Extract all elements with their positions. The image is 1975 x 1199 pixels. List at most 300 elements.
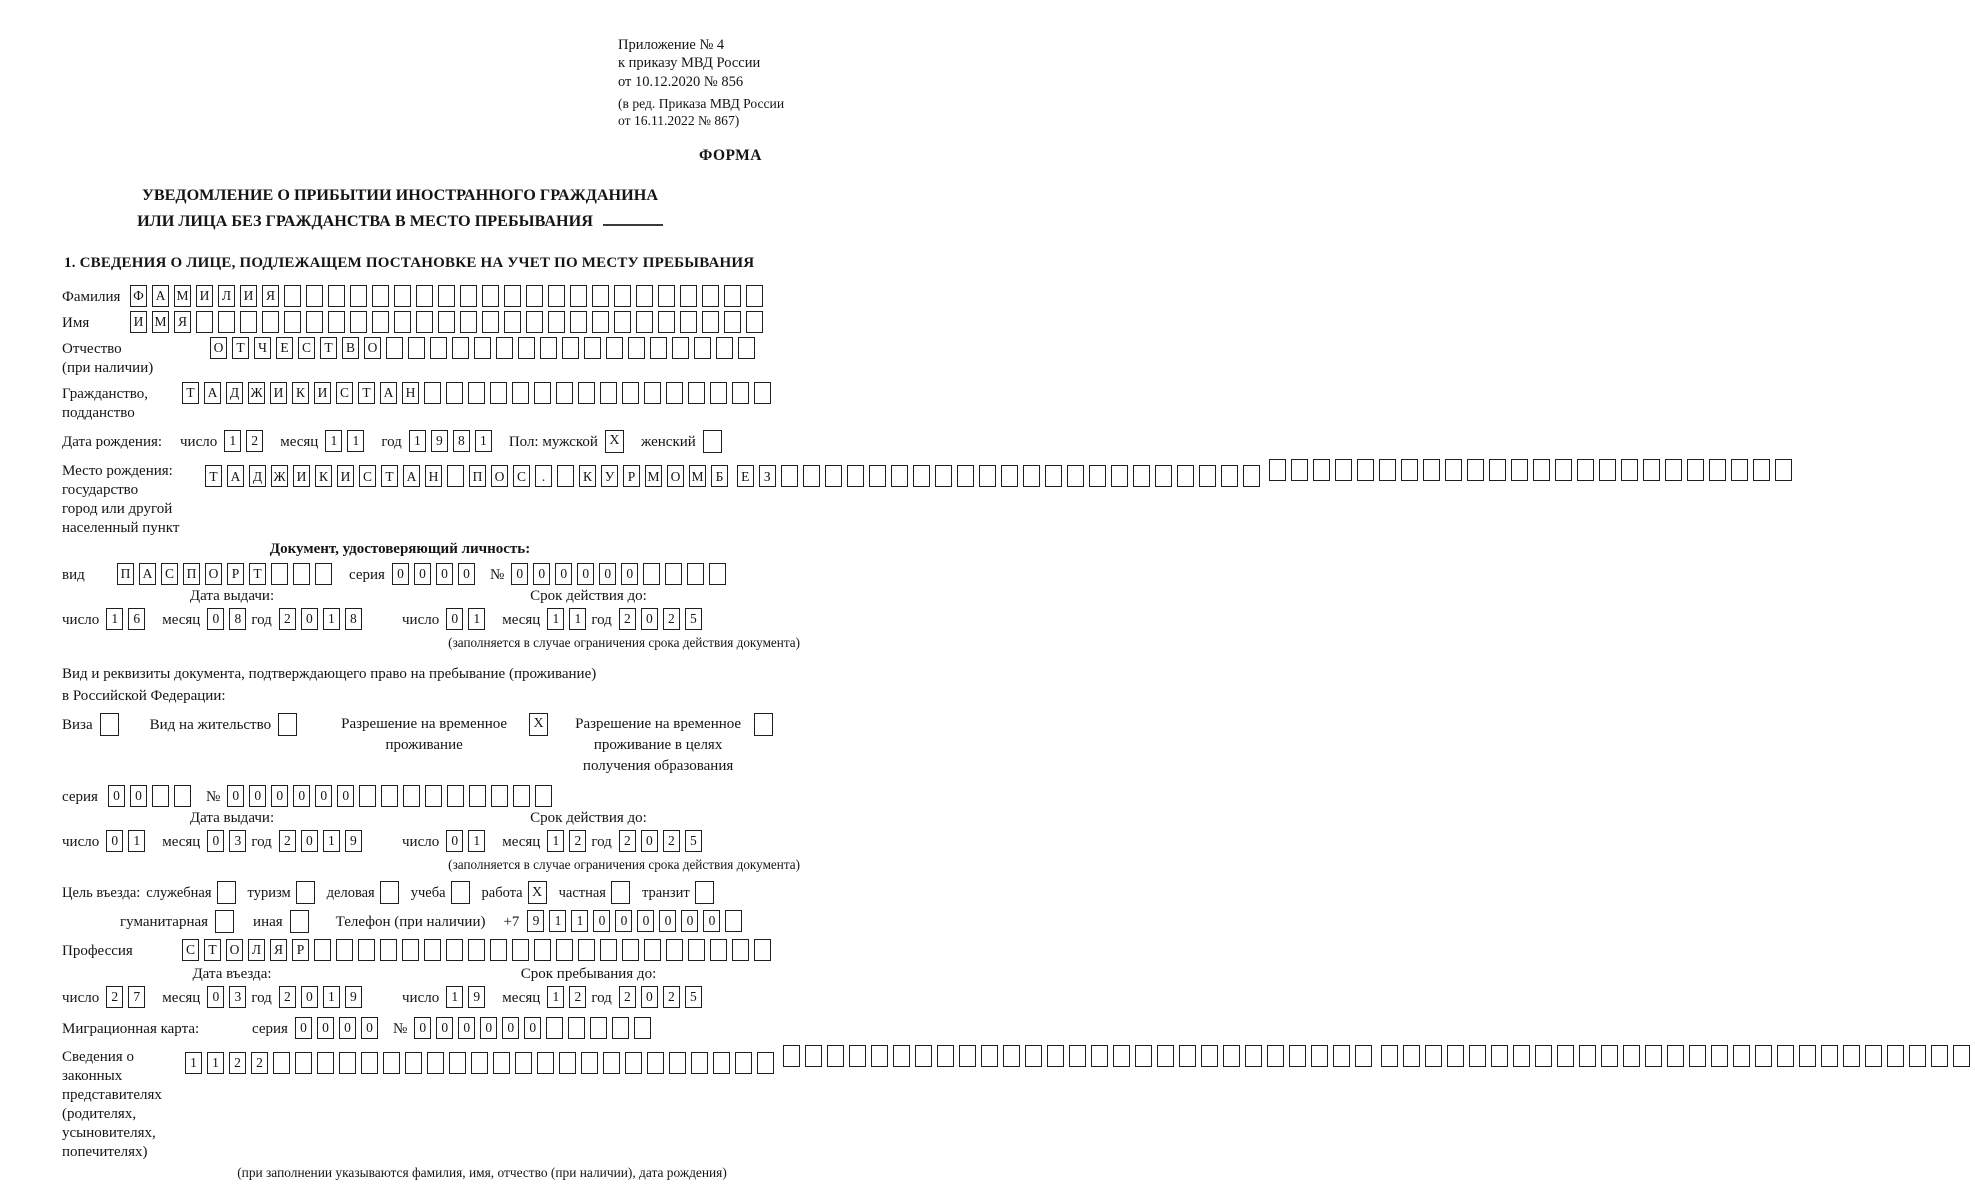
form-cell[interactable]: О [491,465,508,487]
checkbox-purpose-business[interactable] [380,881,399,904]
form-cell[interactable] [1355,1045,1372,1067]
form-cell[interactable]: 9 [431,430,448,452]
form-cell[interactable]: Л [248,939,265,961]
form-cell[interactable] [713,1052,730,1074]
form-cell[interactable] [271,563,288,585]
form-cell[interactable]: 1 [468,830,485,852]
form-cell[interactable]: 1 [106,608,123,630]
form-cell[interactable]: Я [174,311,191,333]
form-cell[interactable] [430,337,447,359]
form-cell[interactable] [1289,1045,1306,1067]
form-cell[interactable] [336,939,353,961]
form-cell[interactable]: 0 [315,785,332,807]
form-cell[interactable]: 1 [224,430,241,452]
form-cell[interactable]: 1 [569,608,586,630]
form-cell[interactable]: 0 [703,910,720,932]
form-cell[interactable] [496,337,513,359]
form-cell[interactable] [1909,1045,1926,1067]
form-cell[interactable] [408,337,425,359]
form-cell[interactable] [1577,459,1594,481]
form-cell[interactable] [913,465,930,487]
form-cell[interactable] [196,311,213,333]
form-cell[interactable] [647,1052,664,1074]
form-cell[interactable] [680,311,697,333]
form-cell[interactable] [1555,459,1572,481]
form-cell[interactable]: 2 [663,608,680,630]
form-cell[interactable] [1667,1045,1684,1067]
form-cell[interactable] [328,311,345,333]
form-cell[interactable]: Н [425,465,442,487]
form-cell[interactable] [513,785,530,807]
form-cell[interactable] [1665,459,1682,481]
form-cell[interactable] [709,563,726,585]
form-cell[interactable]: К [315,465,332,487]
form-cell[interactable]: 1 [323,830,340,852]
form-cell[interactable] [416,285,433,307]
form-cell[interactable] [1269,459,1286,481]
form-cell[interactable] [688,939,705,961]
form-cell[interactable] [559,1052,576,1074]
form-cell[interactable]: 1 [128,830,145,852]
form-cell[interactable] [634,1017,651,1039]
form-cell[interactable] [783,1045,800,1067]
form-cell[interactable] [1445,459,1462,481]
form-cell[interactable]: . [535,465,552,487]
form-cell[interactable]: Т [205,465,222,487]
form-cell[interactable]: 0 [207,608,224,630]
form-cell[interactable]: 2 [569,986,586,1008]
checkbox-male[interactable]: X [605,430,624,453]
form-cell[interactable] [427,1052,444,1074]
form-cell[interactable]: 0 [621,563,638,585]
form-cell[interactable] [394,285,411,307]
checkbox-visa[interactable] [100,713,119,736]
form-cell[interactable] [468,939,485,961]
form-cell[interactable] [1887,1045,1904,1067]
form-cell[interactable] [603,1052,620,1074]
form-cell[interactable] [293,563,310,585]
form-cell[interactable]: Я [262,285,279,307]
form-cell[interactable] [578,382,595,404]
form-cell[interactable]: 0 [392,563,409,585]
form-cell[interactable]: С [182,939,199,961]
form-cell[interactable]: 0 [599,563,616,585]
form-cell[interactable] [1177,465,1194,487]
form-cell[interactable] [556,939,573,961]
form-cell[interactable] [981,1045,998,1067]
form-cell[interactable]: 0 [446,830,463,852]
form-cell[interactable] [614,285,631,307]
form-cell[interactable]: 1 [323,608,340,630]
form-cell[interactable] [959,1045,976,1067]
form-cell[interactable] [1753,459,1770,481]
form-cell[interactable] [1045,465,1062,487]
form-cell[interactable] [1489,459,1506,481]
form-cell[interactable]: 1 [446,986,463,1008]
form-cell[interactable]: 2 [663,830,680,852]
form-cell[interactable] [871,1045,888,1067]
form-cell[interactable]: 1 [571,910,588,932]
form-cell[interactable] [1003,1045,1020,1067]
form-cell[interactable] [1313,459,1330,481]
form-cell[interactable]: И [337,465,354,487]
form-cell[interactable]: 0 [637,910,654,932]
form-cell[interactable] [1491,1045,1508,1067]
form-cell[interactable] [735,1052,752,1074]
form-cell[interactable] [746,311,763,333]
form-cell[interactable] [1089,465,1106,487]
form-cell[interactable] [732,939,749,961]
form-cell[interactable] [724,285,741,307]
form-cell[interactable] [891,465,908,487]
form-cell[interactable]: Е [276,337,293,359]
form-cell[interactable] [738,337,755,359]
form-cell[interactable] [628,337,645,359]
form-cell[interactable] [1069,1045,1086,1067]
form-cell[interactable] [732,382,749,404]
form-cell[interactable] [805,1045,822,1067]
form-cell[interactable] [402,939,419,961]
checkbox-purpose-private[interactable] [611,881,630,904]
form-cell[interactable] [218,311,235,333]
form-cell[interactable]: С [336,382,353,404]
checkbox-female[interactable] [703,430,722,453]
form-cell[interactable] [534,939,551,961]
form-cell[interactable] [937,1045,954,1067]
form-cell[interactable] [1201,1045,1218,1067]
form-cell[interactable] [315,563,332,585]
checkbox-residence-permit[interactable] [278,713,297,736]
form-cell[interactable] [935,465,952,487]
form-cell[interactable]: 2 [619,830,636,852]
form-cell[interactable]: 0 [577,563,594,585]
form-cell[interactable] [284,311,301,333]
form-cell[interactable] [570,285,587,307]
form-cell[interactable] [548,311,565,333]
form-cell[interactable] [314,939,331,961]
form-cell[interactable]: О [364,337,381,359]
form-cell[interactable]: 0 [108,785,125,807]
form-cell[interactable] [1113,1045,1130,1067]
form-cell[interactable] [710,382,727,404]
form-cell[interactable]: 2 [229,1052,246,1074]
form-cell[interactable]: П [469,465,486,487]
form-cell[interactable] [622,939,639,961]
form-cell[interactable] [570,311,587,333]
form-cell[interactable] [1709,459,1726,481]
form-cell[interactable]: 5 [685,608,702,630]
form-cell[interactable] [1579,1045,1596,1067]
form-cell[interactable] [1601,1045,1618,1067]
form-cell[interactable] [666,382,683,404]
form-cell[interactable] [672,337,689,359]
form-cell[interactable] [1467,459,1484,481]
form-cell[interactable] [1155,465,1172,487]
form-cell[interactable] [644,382,661,404]
form-cell[interactable]: 1 [547,608,564,630]
form-cell[interactable] [636,311,653,333]
form-cell[interactable]: 0 [593,910,610,932]
form-cell[interactable]: У [601,465,618,487]
form-cell[interactable] [1091,1045,1108,1067]
form-cell[interactable] [491,785,508,807]
form-cell[interactable]: 0 [337,785,354,807]
form-cell[interactable] [416,311,433,333]
form-cell[interactable] [1357,459,1374,481]
form-cell[interactable]: 0 [511,563,528,585]
form-cell[interactable]: М [174,285,191,307]
form-cell[interactable] [1221,465,1238,487]
form-cell[interactable] [849,1045,866,1067]
form-cell[interactable] [447,785,464,807]
form-cell[interactable] [979,465,996,487]
form-cell[interactable] [526,285,543,307]
form-cell[interactable]: 9 [527,910,544,932]
form-cell[interactable] [1425,1045,1442,1067]
form-cell[interactable] [515,1052,532,1074]
form-cell[interactable] [1799,1045,1816,1067]
form-cell[interactable]: 2 [619,986,636,1008]
form-cell[interactable]: 9 [345,986,362,1008]
form-cell[interactable] [725,910,742,932]
form-cell[interactable]: О [226,939,243,961]
form-cell[interactable]: 1 [325,430,342,452]
form-cell[interactable]: 0 [641,608,658,630]
form-cell[interactable] [592,311,609,333]
form-cell[interactable]: 1 [547,986,564,1008]
form-cell[interactable] [1645,1045,1662,1067]
form-cell[interactable] [1379,459,1396,481]
form-cell[interactable] [386,337,403,359]
form-cell[interactable]: 0 [414,563,431,585]
form-cell[interactable]: 0 [207,830,224,852]
form-cell[interactable] [1243,465,1260,487]
form-cell[interactable] [284,285,301,307]
form-cell[interactable]: Ч [254,337,271,359]
form-cell[interactable] [449,1052,466,1074]
form-cell[interactable] [687,563,704,585]
form-cell[interactable] [1643,459,1660,481]
form-cell[interactable]: Н [402,382,419,404]
form-cell[interactable] [724,311,741,333]
form-cell[interactable] [1423,459,1440,481]
form-cell[interactable]: 0 [293,785,310,807]
form-cell[interactable] [1245,1045,1262,1067]
form-cell[interactable] [394,311,411,333]
form-cell[interactable] [710,939,727,961]
form-cell[interactable] [746,285,763,307]
form-cell[interactable] [306,311,323,333]
form-cell[interactable] [447,465,464,487]
form-cell[interactable]: И [240,285,257,307]
form-cell[interactable] [702,285,719,307]
form-cell[interactable] [557,465,574,487]
form-cell[interactable]: М [645,465,662,487]
form-cell[interactable]: 0 [301,830,318,852]
form-cell[interactable]: 3 [229,986,246,1008]
form-cell[interactable]: 2 [279,986,296,1008]
form-cell[interactable]: 0 [555,563,572,585]
form-cell[interactable]: О [667,465,684,487]
form-cell[interactable]: 0 [271,785,288,807]
form-cell[interactable]: 0 [361,1017,378,1039]
form-cell[interactable]: 0 [301,608,318,630]
form-cell[interactable]: Р [623,465,640,487]
form-cell[interactable]: Д [226,382,243,404]
form-cell[interactable] [1621,459,1638,481]
form-cell[interactable] [1223,1045,1240,1067]
form-cell[interactable]: 0 [446,608,463,630]
form-cell[interactable] [1381,1045,1398,1067]
form-cell[interactable]: 1 [549,910,566,932]
form-cell[interactable] [847,465,864,487]
form-cell[interactable] [295,1052,312,1074]
form-cell[interactable] [383,1052,400,1074]
form-cell[interactable]: 2 [569,830,586,852]
form-cell[interactable]: 0 [615,910,632,932]
form-cell[interactable]: 1 [347,430,364,452]
form-cell[interactable] [584,337,601,359]
form-cell[interactable]: 9 [468,986,485,1008]
form-cell[interactable]: А [204,382,221,404]
form-cell[interactable]: 0 [458,563,475,585]
form-cell[interactable]: Т [232,337,249,359]
form-cell[interactable]: К [579,465,596,487]
form-cell[interactable] [1821,1045,1838,1067]
form-cell[interactable]: И [293,465,310,487]
form-cell[interactable]: А [380,382,397,404]
form-cell[interactable] [526,311,543,333]
form-cell[interactable]: Д [249,465,266,487]
form-cell[interactable]: 8 [345,608,362,630]
form-cell[interactable]: А [139,563,156,585]
form-cell[interactable]: 8 [453,430,470,452]
checkbox-purpose-work[interactable]: X [528,881,547,904]
form-cell[interactable] [460,311,477,333]
form-cell[interactable]: А [152,285,169,307]
form-cell[interactable]: Ж [248,382,265,404]
form-cell[interactable]: М [152,311,169,333]
form-cell[interactable] [438,285,455,307]
form-cell[interactable] [581,1052,598,1074]
form-cell[interactable] [1267,1045,1284,1067]
form-cell[interactable]: 0 [317,1017,334,1039]
form-cell[interactable]: 0 [436,1017,453,1039]
form-cell[interactable]: 0 [249,785,266,807]
form-cell[interactable]: Р [227,563,244,585]
form-cell[interactable] [658,311,675,333]
form-cell[interactable]: 2 [279,608,296,630]
form-cell[interactable] [644,939,661,961]
form-cell[interactable]: Р [292,939,309,961]
form-cell[interactable] [273,1052,290,1074]
form-cell[interactable] [1001,465,1018,487]
form-cell[interactable] [643,563,660,585]
form-cell[interactable] [512,382,529,404]
form-cell[interactable]: 1 [547,830,564,852]
form-cell[interactable]: 0 [659,910,676,932]
form-cell[interactable] [1179,1045,1196,1067]
form-cell[interactable]: А [403,465,420,487]
form-cell[interactable]: Т [358,382,375,404]
form-cell[interactable] [658,285,675,307]
form-cell[interactable]: 9 [345,830,362,852]
form-cell[interactable] [578,939,595,961]
form-cell[interactable] [1311,1045,1328,1067]
form-cell[interactable] [1731,459,1748,481]
form-cell[interactable] [1025,1045,1042,1067]
form-cell[interactable] [1733,1045,1750,1067]
checkbox-purpose-tourism[interactable] [296,881,315,904]
form-cell[interactable] [1291,459,1308,481]
form-cell[interactable]: 0 [480,1017,497,1039]
form-cell[interactable] [504,311,521,333]
form-cell[interactable]: 0 [436,563,453,585]
form-cell[interactable] [438,311,455,333]
form-cell[interactable] [1535,1045,1552,1067]
form-cell[interactable] [562,337,579,359]
form-cell[interactable]: О [210,337,227,359]
form-cell[interactable] [669,1052,686,1074]
form-cell[interactable] [537,1052,554,1074]
form-cell[interactable]: 0 [414,1017,431,1039]
form-cell[interactable] [372,285,389,307]
form-cell[interactable]: С [359,465,376,487]
form-cell[interactable] [702,311,719,333]
form-cell[interactable]: 5 [685,986,702,1008]
form-cell[interactable] [625,1052,642,1074]
form-cell[interactable]: 0 [502,1017,519,1039]
form-cell[interactable] [403,785,420,807]
form-cell[interactable] [1513,1045,1530,1067]
form-cell[interactable] [556,382,573,404]
form-cell[interactable]: Т [320,337,337,359]
form-cell[interactable] [424,939,441,961]
form-cell[interactable] [1843,1045,1860,1067]
form-cell[interactable] [328,285,345,307]
form-cell[interactable] [446,939,463,961]
form-cell[interactable] [1111,465,1128,487]
form-cell[interactable]: 2 [106,986,123,1008]
form-cell[interactable] [1333,1045,1350,1067]
checkbox-temp-residence-education[interactable] [754,713,773,736]
form-cell[interactable] [262,311,279,333]
form-cell[interactable] [1133,465,1150,487]
form-cell[interactable] [1511,459,1528,481]
form-cell[interactable] [152,785,169,807]
form-cell[interactable] [915,1045,932,1067]
form-cell[interactable]: И [130,311,147,333]
form-cell[interactable] [612,1017,629,1039]
checkbox-purpose-transit[interactable] [695,881,714,904]
form-cell[interactable] [1953,1045,1970,1067]
form-cell[interactable] [518,337,535,359]
form-cell[interactable] [306,285,323,307]
form-cell[interactable] [540,337,557,359]
form-cell[interactable]: 0 [301,986,318,1008]
form-cell[interactable] [534,382,551,404]
form-cell[interactable] [600,382,617,404]
form-cell[interactable] [460,285,477,307]
form-cell[interactable]: И [314,382,331,404]
form-cell[interactable] [358,939,375,961]
form-cell[interactable]: 0 [106,830,123,852]
form-cell[interactable]: 8 [229,608,246,630]
form-cell[interactable]: С [513,465,530,487]
form-cell[interactable] [781,465,798,487]
form-cell[interactable] [512,939,529,961]
form-cell[interactable]: Ф [130,285,147,307]
